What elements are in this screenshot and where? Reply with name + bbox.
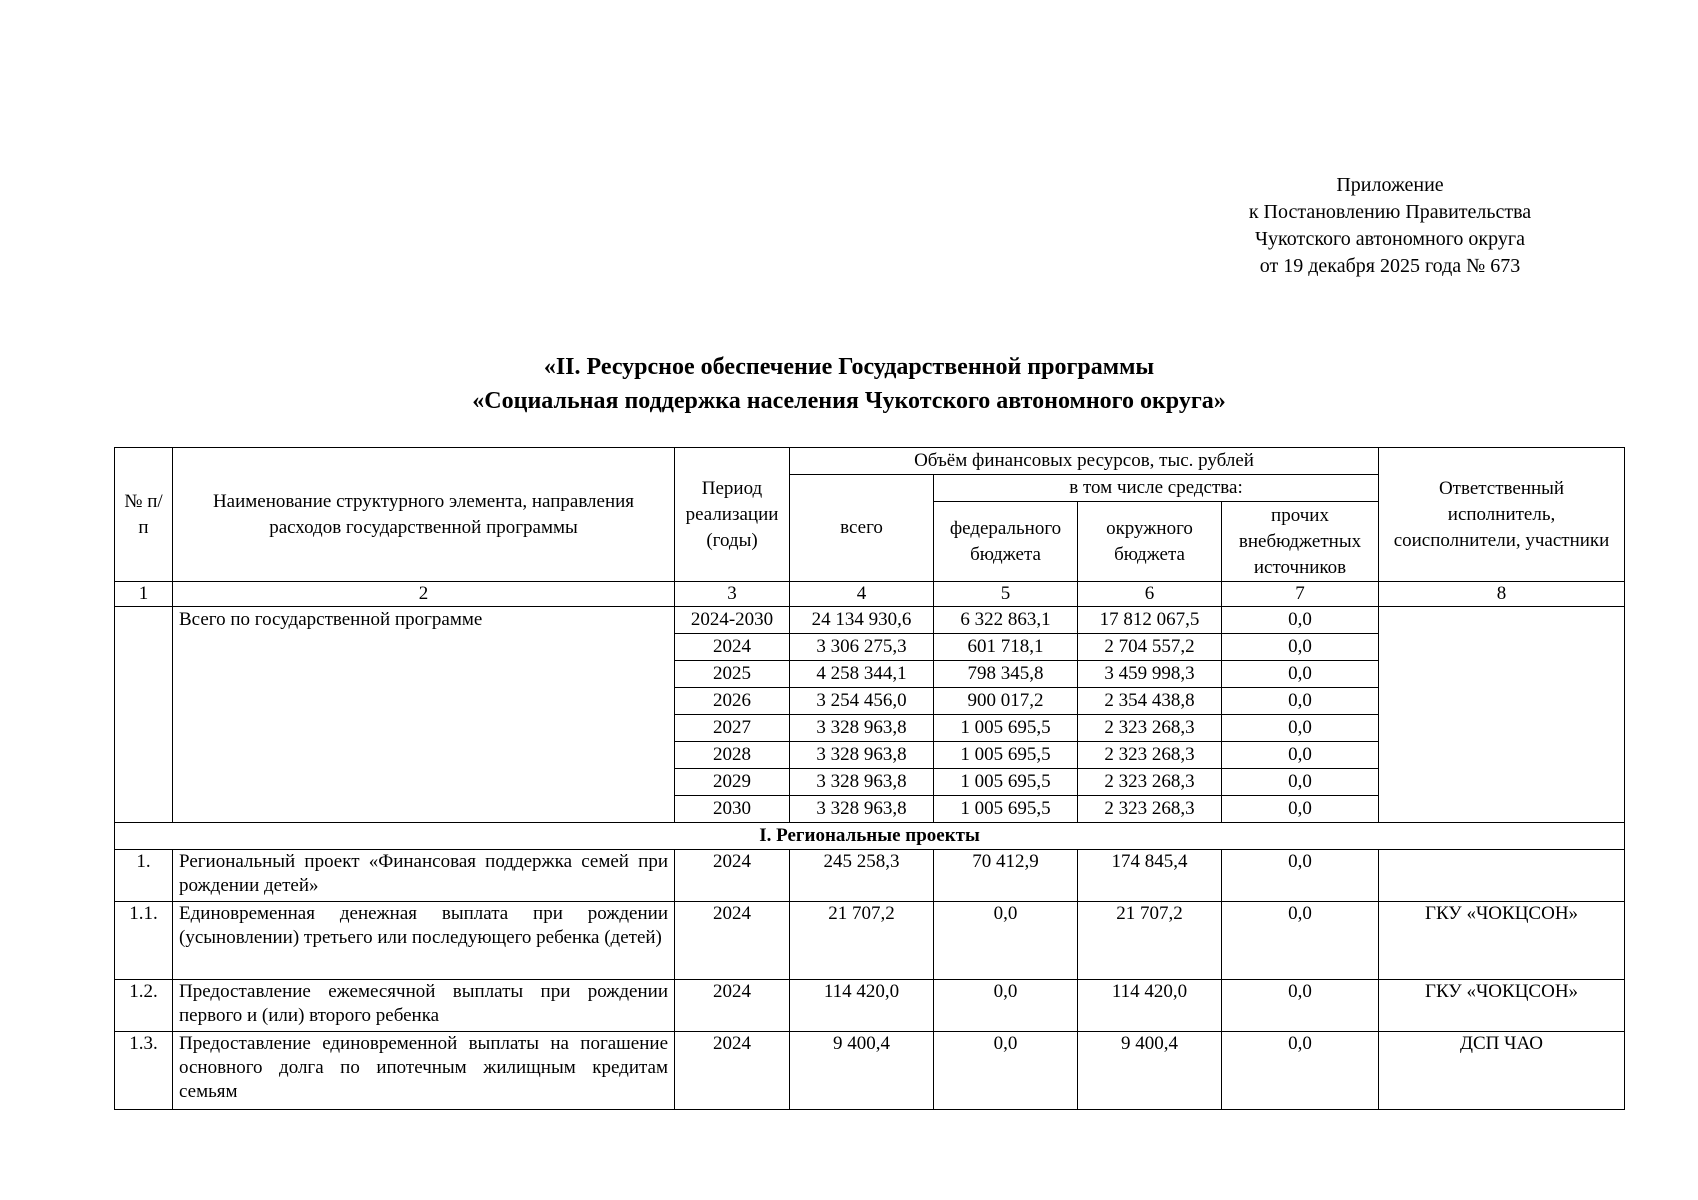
total-sum: 3 306 275,3: [790, 634, 934, 661]
total-other: 0,0: [1222, 634, 1379, 661]
item-other: 0,0: [1222, 980, 1379, 1032]
section-title: I. Региональные проекты: [115, 823, 1625, 850]
column-numbers-row: [115, 582, 1625, 607]
column-number: 4: [790, 582, 934, 607]
item-district: 9 400,4: [1078, 1032, 1222, 1110]
item-total: 245 258,3: [790, 850, 934, 902]
total-sum: 3 328 963,8: [790, 769, 934, 796]
total-federal: 900 017,2: [934, 688, 1078, 715]
item-responsible: ГКУ «ЧОКЦСОН»: [1379, 980, 1625, 1032]
total-period: 2026: [675, 688, 790, 715]
item-name: Региональный проект «Финансовая поддержка семей при рождении детей»: [173, 850, 675, 902]
item-other: 0,0: [1222, 1032, 1379, 1110]
total-period: 2024-2030: [675, 607, 790, 634]
header-other: прочих внебюджетных источников: [1222, 502, 1379, 582]
header-period: Период реализации (годы): [675, 448, 790, 582]
program-total-num-cell: [115, 607, 173, 823]
header-incl: в том числе средства:: [934, 475, 1379, 502]
total-other: 0,0: [1222, 607, 1379, 634]
appendix-line: от 19 декабря 2025 года № 673: [1259, 255, 1521, 277]
header-num: № п/п: [115, 448, 173, 582]
column-number: 8: [1379, 582, 1625, 607]
total-district: 2 323 268,3: [1078, 742, 1222, 769]
total-sum: 24 134 930,6: [790, 607, 934, 634]
item-period: 2024: [675, 902, 790, 980]
item-num: 1.1.: [115, 902, 173, 980]
item-federal: 0,0: [934, 1032, 1078, 1110]
item-period: 2024: [675, 980, 790, 1032]
total-federal: 601 718,1: [934, 634, 1078, 661]
document-title: [0, 350, 1698, 418]
header-district: окружного бюджета: [1078, 502, 1222, 582]
total-district: 2 323 268,3: [1078, 769, 1222, 796]
total-sum: 3 328 963,8: [790, 796, 934, 823]
header-volume: Объём финансовых ресурсов, тыс. рублей: [790, 448, 1379, 475]
item-num: 1.2.: [115, 980, 173, 1032]
total-district: 2 323 268,3: [1078, 796, 1222, 823]
total-district: 3 459 998,3: [1078, 661, 1222, 688]
total-sum: 4 258 344,1: [790, 661, 934, 688]
total-federal: 1 005 695,5: [934, 715, 1078, 742]
total-sum: 3 328 963,8: [790, 742, 934, 769]
table-row: [115, 1032, 1625, 1110]
title-line-2: «Социальная поддержка населения Чукотского автономного округа»: [472, 388, 1226, 414]
total-other: 0,0: [1222, 769, 1379, 796]
total-federal: 1 005 695,5: [934, 796, 1078, 823]
program-total-responsible-cell: [1379, 607, 1625, 823]
item-num: 1.: [115, 850, 173, 902]
item-period: 2024: [675, 850, 790, 902]
program-total-label: Всего по государственной программе: [173, 607, 675, 823]
appendix-line: к Постановлению Правительства: [1248, 201, 1532, 223]
header-total: всего: [790, 475, 934, 582]
total-federal: 1 005 695,5: [934, 769, 1078, 796]
total-district: 2 704 557,2: [1078, 634, 1222, 661]
total-district: 2 323 268,3: [1078, 715, 1222, 742]
resource-table: [114, 447, 1625, 1110]
item-responsible: [1379, 850, 1625, 902]
total-sum: 3 254 456,0: [790, 688, 934, 715]
total-other: 0,0: [1222, 742, 1379, 769]
total-district: 2 354 438,8: [1078, 688, 1222, 715]
column-number: 1: [115, 582, 173, 607]
total-sum: 3 328 963,8: [790, 715, 934, 742]
total-period: 2028: [675, 742, 790, 769]
total-period: 2025: [675, 661, 790, 688]
item-federal: 70 412,9: [934, 850, 1078, 902]
item-federal: 0,0: [934, 980, 1078, 1032]
total-district: 17 812 067,5: [1078, 607, 1222, 634]
total-federal: 6 322 863,1: [934, 607, 1078, 634]
header-name: Наименование структурного элемента, направления расходов государственной программы: [173, 448, 675, 582]
item-period: 2024: [675, 1032, 790, 1110]
table-row: [115, 850, 1625, 902]
item-other: 0,0: [1222, 902, 1379, 980]
total-period: 2030: [675, 796, 790, 823]
total-other: 0,0: [1222, 661, 1379, 688]
title-line-1: «II. Ресурсное обеспечение Государственной программы: [543, 354, 1155, 380]
item-name: Предоставление единовременной выплаты на погашение основного долга по ипотечным жилищным кредитам семьям: [173, 1032, 675, 1110]
item-federal: 0,0: [934, 902, 1078, 980]
item-responsible: ДСП ЧАО: [1379, 1032, 1625, 1110]
item-responsible: ГКУ «ЧОКЦСОН»: [1379, 902, 1625, 980]
total-other: 0,0: [1222, 715, 1379, 742]
program-total-row: [115, 607, 1625, 634]
item-district: 174 845,4: [1078, 850, 1222, 902]
total-federal: 1 005 695,5: [934, 742, 1078, 769]
item-total: 9 400,4: [790, 1032, 934, 1110]
total-other: 0,0: [1222, 688, 1379, 715]
item-total: 114 420,0: [790, 980, 934, 1032]
item-total: 21 707,2: [790, 902, 934, 980]
appendix-line: Чукотского автономного округа: [1255, 228, 1525, 250]
item-district: 21 707,2: [1078, 902, 1222, 980]
header-responsible: Ответственный исполнитель, соисполнители, участники: [1379, 448, 1625, 582]
column-number: 3: [675, 582, 790, 607]
item-name: Предоставление ежемесячной выплаты при рождении первого и (или) второго ребенка: [173, 980, 675, 1032]
total-period: 2027: [675, 715, 790, 742]
total-federal: 798 345,8: [934, 661, 1078, 688]
column-number: 5: [934, 582, 1078, 607]
item-num: 1.3.: [115, 1032, 173, 1110]
column-number: 6: [1078, 582, 1222, 607]
item-name: Единовременная денежная выплата при рождении (усыновлении) третьего или последующего ребенка (детей): [173, 902, 675, 980]
total-period: 2024: [675, 634, 790, 661]
item-district: 114 420,0: [1078, 980, 1222, 1032]
item-other: 0,0: [1222, 850, 1379, 902]
appendix-line: Приложение: [1336, 174, 1444, 196]
column-number: 7: [1222, 582, 1379, 607]
total-period: 2029: [675, 769, 790, 796]
table-row: [115, 902, 1625, 980]
section-row: [115, 823, 1625, 850]
column-number: 2: [173, 582, 675, 607]
appendix-block: [1180, 172, 1600, 280]
header-federal: федерального бюджета: [934, 502, 1078, 582]
total-other: 0,0: [1222, 796, 1379, 823]
table-row: [115, 980, 1625, 1032]
